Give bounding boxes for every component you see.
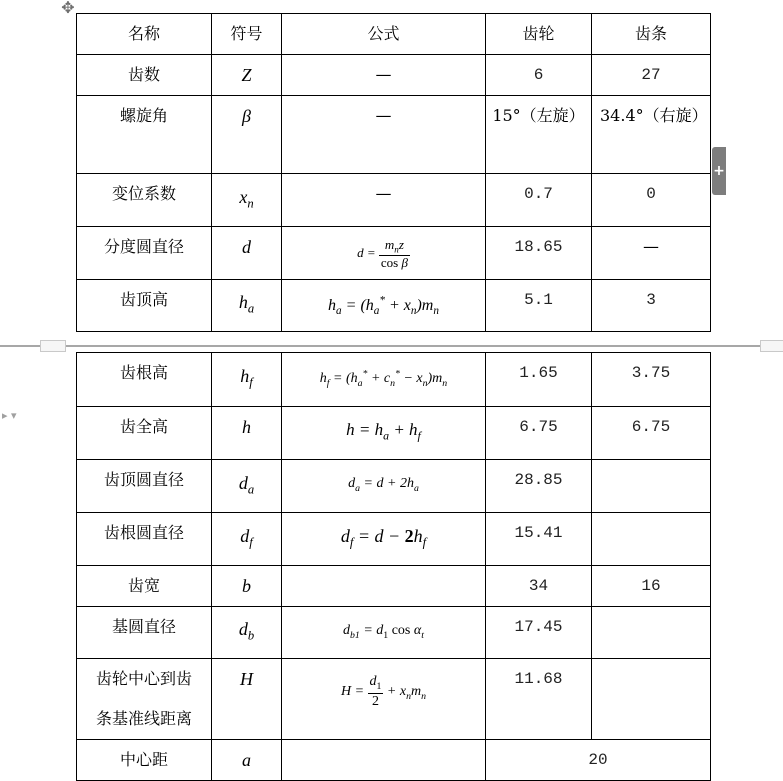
formula-dedendum: $h_f = (h_a^* + c_n^* - x_n)m_n$ [319, 368, 448, 390]
cell-name: 齿宽 [77, 566, 212, 607]
cell-formula [282, 740, 486, 781]
left-margin-marker[interactable] [40, 340, 66, 352]
cell-formula: — [282, 174, 486, 227]
cell-symbol [212, 174, 282, 227]
table-row-teeth [77, 55, 711, 96]
cell-gear: 0.7 [486, 174, 592, 227]
header-rack: 齿条 [592, 14, 711, 55]
formula-base-diameter: $d_{b1} = d_1$ $\cos \alpha_t$ [343, 622, 424, 641]
cell-formula [282, 227, 486, 280]
cell-symbol: β [212, 96, 282, 174]
gear-parameter-table-part2 [76, 352, 711, 781]
header-name: 名称 [77, 14, 212, 55]
table-row-helix [77, 96, 711, 174]
cell-rack: — [592, 227, 711, 280]
cell-symbol: h [212, 407, 282, 460]
cell-name: 分度圆直径 [77, 227, 212, 280]
formula-tip-diameter: $d_a = d + 2h_a$ [348, 476, 419, 494]
cell-symbol [212, 513, 282, 566]
cell-symbol: a [212, 740, 282, 781]
symbol-h-f: $h_f$ [240, 366, 253, 390]
cell-gear: 34 [486, 566, 592, 607]
cell-name: 齿数 [77, 55, 212, 96]
cell-gear: 1.65 [486, 353, 592, 407]
plus-icon: + [713, 163, 725, 179]
cell-formula [282, 353, 486, 407]
cell-gear: 6 [486, 55, 592, 96]
cell-gear: 6.75 [486, 407, 592, 460]
cell-symbol: d [212, 227, 282, 280]
header-gear: 齿轮 [486, 14, 592, 55]
cell-gear: 17.45 [486, 607, 592, 659]
header-symbol: 符号 [212, 14, 282, 55]
table-row-shift [77, 174, 711, 227]
cell-formula [282, 513, 486, 566]
cell-gear: 11.68 [486, 659, 592, 740]
header-formula: 公式 [282, 14, 486, 55]
cell-rack: 6.75 [592, 407, 711, 460]
cell-name: 齿顶圆直径 [77, 460, 212, 513]
cell-name [77, 659, 212, 740]
cell-formula: — [282, 96, 486, 174]
cell-gear: 15.41 [486, 513, 592, 566]
table-row-addendum [77, 280, 711, 332]
page-break-line [0, 345, 783, 347]
formula-center-to-rack: H = $\frac{d_1}{2}$ + $x_nm_n$ [340, 674, 427, 709]
cell-name-line1: 齿轮中心到齿 [95, 669, 192, 688]
table-row-whole-depth [77, 407, 711, 460]
table-row-root-diameter [77, 513, 711, 566]
formula-addendum: $h_a = (h_a^* + x_n)m_n$ [328, 294, 439, 317]
cell-name: 螺旋角 [77, 96, 212, 174]
cell-symbol [212, 460, 282, 513]
cell-formula [282, 659, 486, 740]
formula-whole-depth: $h = h_a + h_f$ [346, 420, 421, 443]
cell-formula [282, 566, 486, 607]
cell-name-line2: 条基准线距离 [95, 709, 192, 728]
cell-name: 基圆直径 [77, 607, 212, 659]
cell-gear: 15°（左旋） [486, 96, 592, 174]
cell-symbol: Z [212, 55, 282, 96]
cell-name: 中心距 [77, 740, 212, 781]
cell-formula [282, 607, 486, 659]
cell-gear: 5.1 [486, 280, 592, 332]
table-row-tip-diameter [77, 460, 711, 513]
cell-value-merged: 20 [486, 740, 711, 781]
formula-pitch-diameter: d = $\frac{m_nz}{\text{cos β}}$ [357, 237, 408, 270]
cell-rack: 3.75 [592, 353, 711, 407]
table-header-row [77, 14, 711, 55]
symbol-x-n: $x_n$ [239, 186, 254, 211]
cell-symbol [212, 607, 282, 659]
right-margin-marker[interactable] [760, 340, 783, 352]
cell-symbol [212, 353, 282, 407]
left-margin-caret-icon: ▸ ▾ [2, 409, 17, 422]
cell-rack: 34.4°（右旋） [592, 96, 711, 174]
cell-symbol: b [212, 566, 282, 607]
table-row-base-diameter [77, 607, 711, 659]
table-row-pitch-diameter [77, 227, 711, 280]
cell-rack [592, 607, 711, 659]
symbol-d-f: $d_f$ [240, 525, 253, 550]
cell-rack [592, 513, 711, 566]
cell-formula [282, 460, 486, 513]
cell-formula [282, 280, 486, 332]
cell-rack [592, 460, 711, 513]
cell-rack: 0 [592, 174, 711, 227]
cell-symbol [212, 280, 282, 332]
table-row-dedendum [77, 353, 711, 407]
formula-root-diameter: $d_f = d - 2h_f$ [340, 525, 427, 550]
symbol-d-b: $d_b$ [238, 619, 255, 643]
cell-name: 齿根圆直径 [77, 513, 212, 566]
cell-name: 齿顶高 [77, 280, 212, 332]
cell-rack [592, 659, 711, 740]
gear-parameter-table-part1 [76, 13, 711, 332]
cell-gear: 18.65 [486, 227, 592, 280]
symbol-h-a: $h_a$ [238, 292, 255, 316]
cell-symbol: H [212, 659, 282, 740]
cell-formula [282, 407, 486, 460]
table-move-handle-icon[interactable]: ✥ [61, 0, 75, 17]
cell-name: 齿根高 [77, 353, 212, 407]
cell-gear: 28.85 [486, 460, 592, 513]
cell-name: 齿全高 [77, 407, 212, 460]
sidebar-expand-tab[interactable] [712, 147, 726, 195]
cell-rack: 27 [592, 55, 711, 96]
cell-rack: 3 [592, 280, 711, 332]
symbol-d-a: $d_a$ [238, 472, 255, 497]
table-row-face-width [77, 566, 711, 607]
cell-name: 变位系数 [77, 174, 212, 227]
cell-formula: — [282, 55, 486, 96]
table-row-center-to-rack [77, 659, 711, 740]
table-row-center-distance [77, 740, 711, 781]
cell-rack: 16 [592, 566, 711, 607]
